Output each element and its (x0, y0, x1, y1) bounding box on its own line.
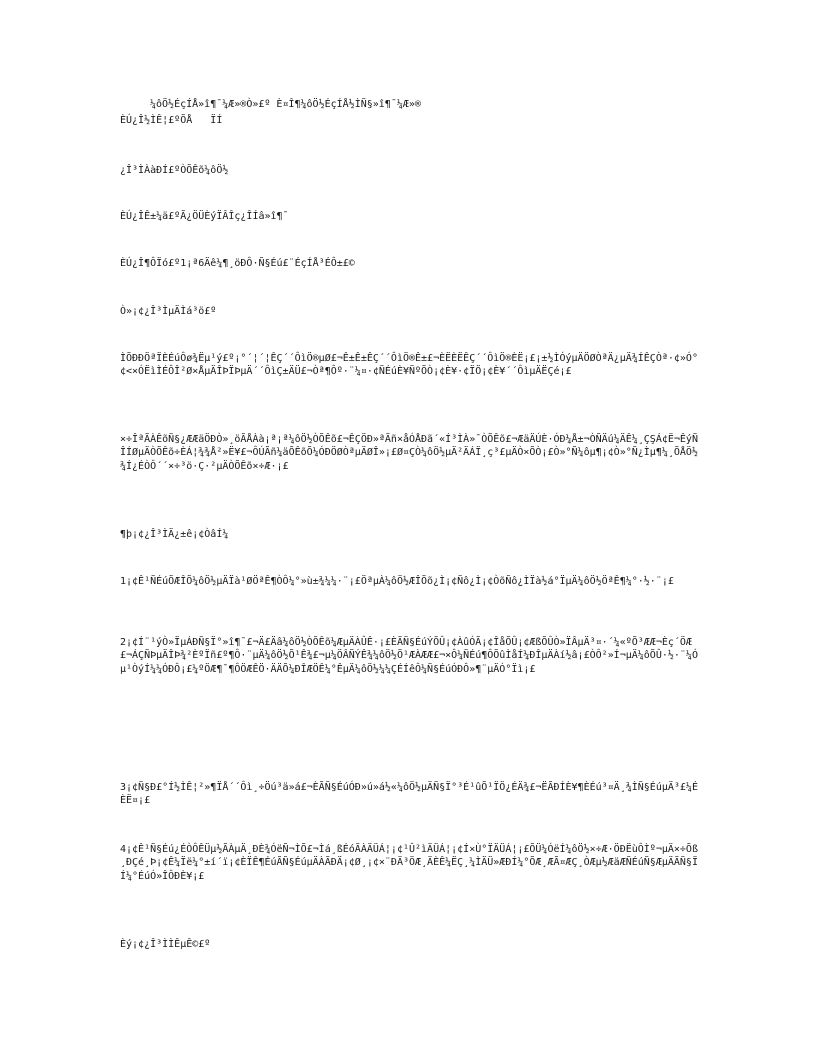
paragraph-papercut: ×÷ÎªÃÀÊõÑ§¿ÆÆäÖÐÒ»¸öÃÅÀà¡ª¡ª¼ôÖ½ÒÕÊõ£¬ÊÇÖÐ»ªÃñ×åÓÅÐã´«Í³ÌÀ»¯ÒÕÊõ£¬ÆäÄÚÈ·ÓÐ¼Å±¬ÒÑÄú¼ÄÊ¼¸ÇŞÁ¢Ë¬ÊýÑÎÍØµÄÒÕÊõ÷ÈÁ¦¾¾Å²»Ë¥£¬ÔÚÃñ¼äÕÊõÕ¼ÓÐÖØÒªµÄØÎ»¡£Ø¤ÇÒ¼ôÖ½µÄ²ÄÁÏ¸ç³£µÄÒ×ÕÒ¡£Ò»°Ñ¼ôµ¶¡¢Ò»°Ñ¿Ìµ¶¼¸ÕÅÖ½¾Í¿ÉÒÔ´´×÷³ö·Ç·²µÄÒÕÊõ×÷Æ·¡£ (120, 434, 698, 472)
document-title: ¼ôÖ½ÉçÍÅ»î¶¯¼Æ»®Ò»£º È¤Î¶¼ôÖ½ÉçÍÅ½ÌÑ§»î¶¯¼Æ»® (150, 99, 421, 110)
section-heading-2: ¶þ¡¢¿Î³ÌÄ¿±ê¡¢ÒâÍ¼ (120, 529, 229, 540)
goal-item-2: 2¡¢Í¨¹ýÒ»ÏµÁÐÑ§Ï°»î¶¯£¬Ä£Äâ¼ôÖ½ÒÕÊõ¼ÆµÄÀÛÊ·¡£ÈÃÑ§ÉúÝÕÛ¡¢ÀûÓÃ¡¢ÎåÕÛ¡¢ÆßÕÛÒ»ÏÂµÄ³¤·´¼«ºÕ³ÆÆ¬Èç´ÖÆ£¬ÁÇÑÞµÄÎÞ¾²ÈºÏñ£º¶Ô·¨µÄ¼ôÖ½Õ¹Ê¾£¬µ¼ÖÂÑÝÊ¾¼ôÖ½Õ¹ÆÀÆÆ£¬×Ô¼ÑÉú¶ÔÕûÌåÍ¼ÐÎµÄÀí½â¡£ÒÔ²»Í¬µÄ¼ôÕÛ·½·¨¼Óµ¹ÒýÍ¼¼ÓÐÔ¡£¼ºÖÆ¶¯¶ÔÖÆÊÖ·ÄÄÕ¼ÐÎÆÖÊ¼°ÊµÄ¼ôÖ½¼¼ÇÉÍêÔ¼Ñ§ÉúÓÐÔ»¶¨µÄÓ°Ïì¡£ (120, 637, 698, 675)
goal-item-4: 4¡¢Ê¹Ñ§Éú¿ÉÒÔÊÜµ½ÃÀµÄ¸ÐÈ¾ÓëÑ¬ÌÕ£¬Ìá¸ßÉóÃÀÄÜÁ¦¡¢¹Û²ìÄÜÁ¦¡¢Í×Ù°ÏÄÜÁ¦¡£ÕÜ¼ÓëÍ¼ôÖ½×÷Æ·ÖÐËùÔÌº¬µÄ×÷Õß¸ÐÇé¸Þ¡¢Ê¼Ïë¼°±í´ï¡¢ÈÏÊ¶ÉúÃÑ§ÉúµÄÀÃÐÄ¡¢Ø¸¡¢×¨ÐÄ³ÖÆ¸ÄÈÊ¼ËÇ¸¼ÌÄÜ»ÆÐÍ¼°ÕÆ¸ÆÃ¤ÆÇ¸ÒÆµ½ÆäÆÑÉúÑ§ÆµÄÃÑ§ÏÍ¼°ÉúÓ»ÎÔÐÈ¥¡£ (120, 844, 698, 882)
paragraph-intro: ÌÕÐÐÖªÏÈÉúÔø¾Ëµ¹ý£º¡°´¦´¦ÊÇ´´ÔìÖ®µØ£¬Ê±Ê±ÊÇ´´ÔìÖ®Ê±£¬ÈËÈËÊÇ´´ÔìÖ®ÈË¡£¡±½ÌÓýµÄÖØÒªÄ¿µÄ¾ÍÊÇÒª·¢»Ó°¢<×ÓËìÌÉÔÎ²Ø×ÅµÄÎÞÏÞµÄ´´ÔìÇ±ÄÜ£¬Òª¶Ôº·¨¼¤·¢ÑÉúÈ¥ÑºÕÒ¡¢È¥·¢ÏÖ¡¢È¥´´ÔìµÄËÇé¡£ (120, 353, 698, 378)
course-time-heading: ÈÚ¿ÎÊ±¼ä£ºÃ¿ÖÜÈýÏÂÎç¿ÎÍâ»î¶¯ (120, 211, 289, 222)
goal-item-1: 1¡¢Ê¹ÑÉúÕÆÎÕ¼ôÖ½µÄÏà¹ØÖªÊ¶ÒÔ¼°»ù±¾¼¼·¨¡£ÖªµÀ¼ôÖ½ÆÎÕõ¿Ì¡¢Ñô¿Ì¡¢ÒõÑô¿ÌÏà½á°ÏµÄ¼ôÖ½ÖªÊ¶¼°·½·¨¡£ (120, 576, 674, 587)
course-type-heading: ¿Î³ÌÀàÐÍ£ºÒÕÊõ¼ôÖ½ (120, 165, 229, 176)
section-heading-1: Ò»¡¢¿Î³ÌµÄÌá³ö£º (120, 306, 217, 317)
section-heading-3: Èý¡¢¿Î³ÌÌÊµÊ©£º (120, 939, 211, 950)
course-target-heading: ÈÚ¿Î¶ÔÏó£º1¡ª6Äê¼¶¸öÐÔ·Ñ§Éú£¨ÉçÍÅ³ÉÔ±£© (120, 258, 355, 269)
teacher-line: ÈÚ¿Î½ÌÊ¦£ºÕÅ ÏÍ (120, 115, 223, 126)
goal-item-3: 3¡¢Ñ§Ð£°Í½ÌÊ¦²»¶ÏÅ´´Ôì¸÷Öú³ä»á£¬ÈÃÑ§ÉúÓÐ»ú»á½«¼ôÖ½µÄÑ§Ï°³É¹ûÕ¹ÏÖ¿ÉÄ¾£¬ËÃÐÍÈ¥¶ÈÉú³¤Ä¸¾ÌÑ§ÉúµÄ³£¼ÉÈË¤¡£ (120, 782, 698, 807)
